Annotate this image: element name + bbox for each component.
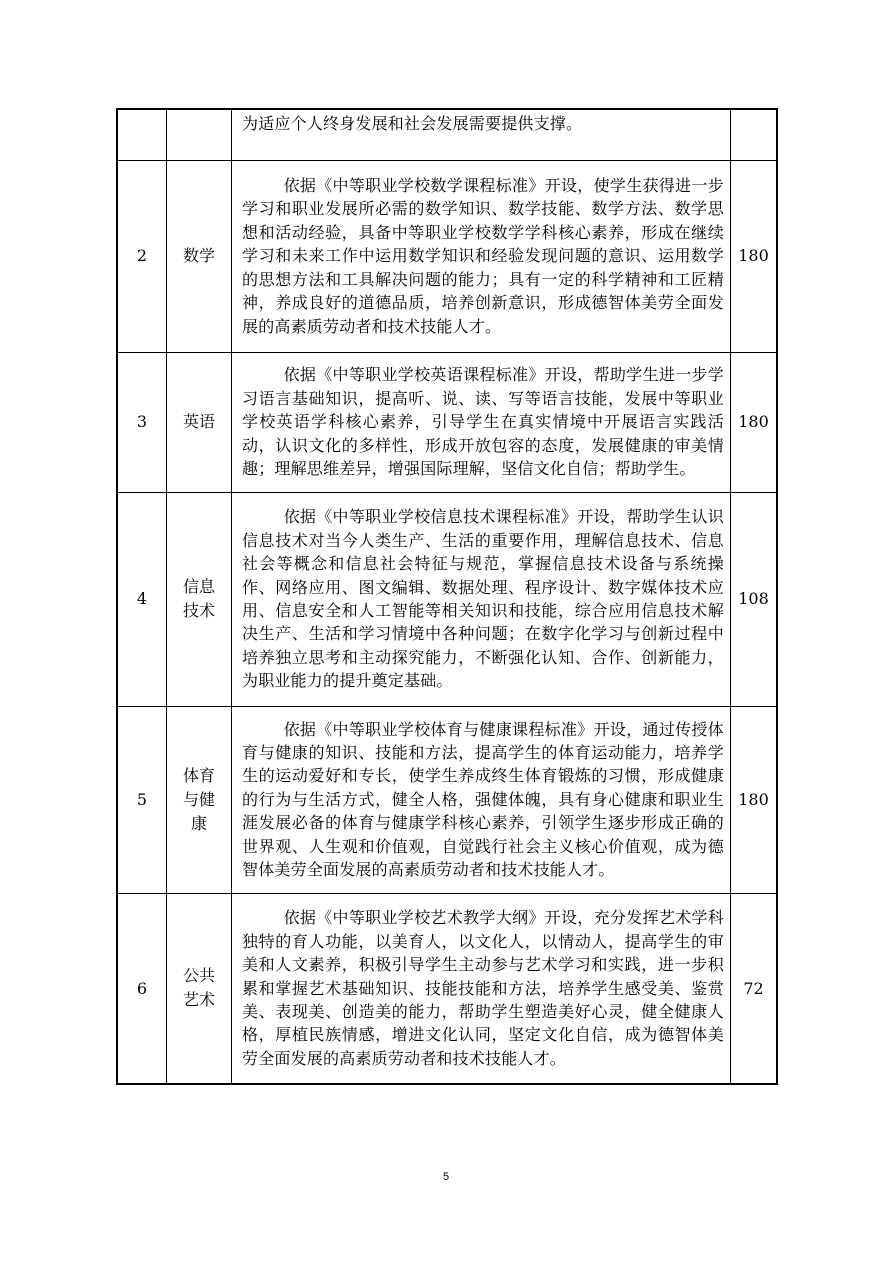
course-description-cell [232, 109, 731, 160]
course-description: 依据《中等职业学校信息技术课程标准》开设，帮助学生认识信息技术对当今人类生产、生活的重要作用，理解信息技术、信息社会等概念和信息社会特征与规范，掌握信息技术设备与系统操作、网络应用、图文编辑、数据处理、程序设计、数字媒体技术应用、信息安全和人工智能等相关知识和技能，综合应用信息技术解决生产、生活和学习情境中各种问题；在数字化学习与创新过程中培养独立思考和主动探究能力，不断强化认知、合作、创新能力，为职业能力的提升奠定基础。 [242, 507, 724, 691]
course-description-cell [232, 492, 731, 706]
row-number-cell: 4 [117, 492, 167, 706]
table-row [117, 352, 777, 492]
course-name: 公共艺术 [182, 966, 215, 1010]
course-hours-cell: 72 [731, 893, 778, 1084]
course-name: 数学 [182, 246, 215, 265]
course-name-cell [167, 109, 232, 160]
table-row [117, 160, 777, 352]
course-name-cell [167, 352, 232, 492]
course-name-cell [167, 893, 232, 1084]
course-description-cell [232, 706, 731, 893]
course-description-cell [232, 160, 731, 352]
table-row [117, 893, 777, 1084]
course-name: 信息技术 [182, 577, 215, 620]
course-description: 依据《中等职业学校艺术教学大纲》开设，充分发挥艺术学科独特的育人功能，以美育人，以文化人，以情动人，提高学生的审美和人文素养，积极引导学生主动参与艺术学习和实践，进一步积累和掌握艺术基础知识、技能技能和方法，培养学生感受美、鉴赏美、表现美、创造美的能力，帮助学生塑造美好心灵，健全健康人格，厚植民族情感，增进文化认同，坚定文化自信，成为德智体美劳全面发展的高素质劳动者和技术技能人才。 [242, 908, 724, 1068]
row-number-cell: 5 [117, 706, 167, 893]
row-number-cell: 2 [117, 160, 167, 352]
course-hours-cell: 180 [731, 706, 778, 893]
course-hours-cell [731, 109, 778, 160]
course-description: 为适应个人终身发展和社会发展需要提供支撑。 [242, 114, 583, 133]
page-number: 5 [442, 1171, 450, 1183]
row-number-cell [117, 109, 167, 160]
course-name-cell [167, 160, 232, 352]
course-description: 依据《中等职业学校英语课程标准》开设，帮助学生进一步学习语言基础知识，提高听、说、读、写等语言技能，发展中等职业学校英语学科核心素养，引导学生在真实情境中开展语言实践活动，认识文化的多样性，形成开放包容的态度，发展健康的审美情趣；理解思维差异，增强国际理解，坚信文化自信；帮助学生。 [242, 365, 724, 479]
course-table [116, 108, 778, 1085]
row-number-cell: 3 [117, 352, 167, 492]
table-row [117, 492, 777, 706]
course-description-cell [232, 893, 731, 1084]
course-hours-cell: 180 [731, 352, 778, 492]
course-name: 英语 [182, 412, 215, 431]
course-hours-cell: 108 [731, 492, 778, 706]
course-hours-cell: 180 [731, 160, 778, 352]
row-number-cell: 6 [117, 893, 167, 1084]
course-description: 依据《中等职业学校体育与健康课程标准》开设，通过传授体育与健康的知识、技能和方法，提高学生的体育运动能力，培养学生的运动爱好和专长，使学生养成终生体育锻炼的习惯，形成健康的行为与生活方式，健全人格，强健体魄，具有身心健康和职业生涯发展必备的体育与健康学科核心素养，引领学生逐步形成正确的世界观、人生观和价值观，自觉践行社会主义核心价值观，成为德智体美劳全面发展的高素质劳动者和技术技能人才。 [242, 719, 724, 880]
table-row [117, 109, 777, 160]
course-description-cell [232, 352, 731, 492]
course-name-cell [167, 492, 232, 706]
course-name-cell [167, 706, 232, 893]
course-name: 体育与健康 [182, 765, 215, 833]
course-description: 依据《中等职业学校数学课程标准》开设，使学生获得进一步学习和职业发展所必需的数学知识、数学技能、数学方法、数学思想和活动经验，具备中等职业学校数学学科核心素养，形成在继续学习和未来工作中运用数学知识和经验发现问题的意识、运用数学的思想方法和工具解决问题的能力；具有一定的科学精神和工匠精神，养成良好的道德品质，培养创新意识，形成德智体美劳全面发展的高素质劳动者和技术技能人才。 [242, 176, 724, 336]
table-row [117, 706, 777, 893]
